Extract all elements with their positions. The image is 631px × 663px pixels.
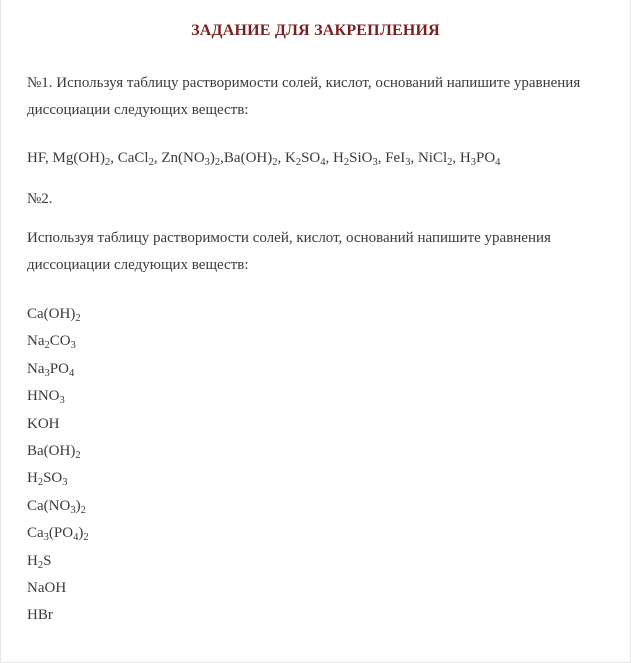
task1-line1: №1. Используя таблицу растворимости солей, кислот, оснований напишите уравнения — [27, 75, 581, 91]
formula-5: $Ba(OH)_2$, — [223, 150, 282, 168]
task2-substance-list — [27, 301, 89, 630]
list-item: $Ca_3(PO_4)_2$ — [27, 525, 89, 544]
task2-text — [27, 225, 627, 279]
task2-line2: диссоциации следующих веществ: — [27, 257, 249, 273]
formula-2: $Mg(OH)_2$, — [52, 150, 114, 168]
formula-10: $H_3PO_4$ — [459, 150, 501, 168]
list-item: $Ca(NO_3)_2$ — [27, 497, 86, 516]
list-item: $H_2SO_3$ — [27, 470, 68, 489]
list-item: $H_2S$ — [27, 552, 52, 571]
formula-1: HF, — [27, 150, 49, 166]
formula-4: $Zn(NO_3)_2$, — [161, 150, 224, 168]
task1-formula-list — [27, 150, 500, 167]
list-item: $Ba(OH)_2$ — [27, 442, 81, 461]
list-item: $HNO_3$ — [27, 388, 65, 407]
formula-3: CaCl$_2$, — [117, 150, 158, 168]
page-title: ЗАДАНИЕ ДЛЯ ЗАКРЕПЛЕНИЯ — [191, 22, 440, 39]
list-item: NaOH — [27, 579, 67, 596]
task2-number: №2. — [27, 191, 53, 207]
task2-line1: Используя таблицу растворимости солей, кислот, оснований напишите уравнения — [27, 230, 551, 246]
task1-line2: диссоциации следующих веществ: — [27, 102, 249, 118]
formula-8: FeI$_3$, — [385, 150, 415, 168]
formula-6: $K_2SO_4$, — [284, 150, 330, 168]
formula-9: NiCl$_2$, — [417, 150, 457, 168]
task1-text — [27, 70, 627, 124]
list-item: $Ca(OH)_2$ — [27, 306, 81, 324]
list-item: $Na_3PO_4$ — [27, 360, 75, 379]
list-item: $Na_2CO_3$ — [27, 333, 76, 352]
list-item: HBr — [27, 607, 53, 624]
formula-7: $H_2SiO_3$, — [333, 150, 382, 168]
list-item: KOH — [27, 415, 60, 432]
